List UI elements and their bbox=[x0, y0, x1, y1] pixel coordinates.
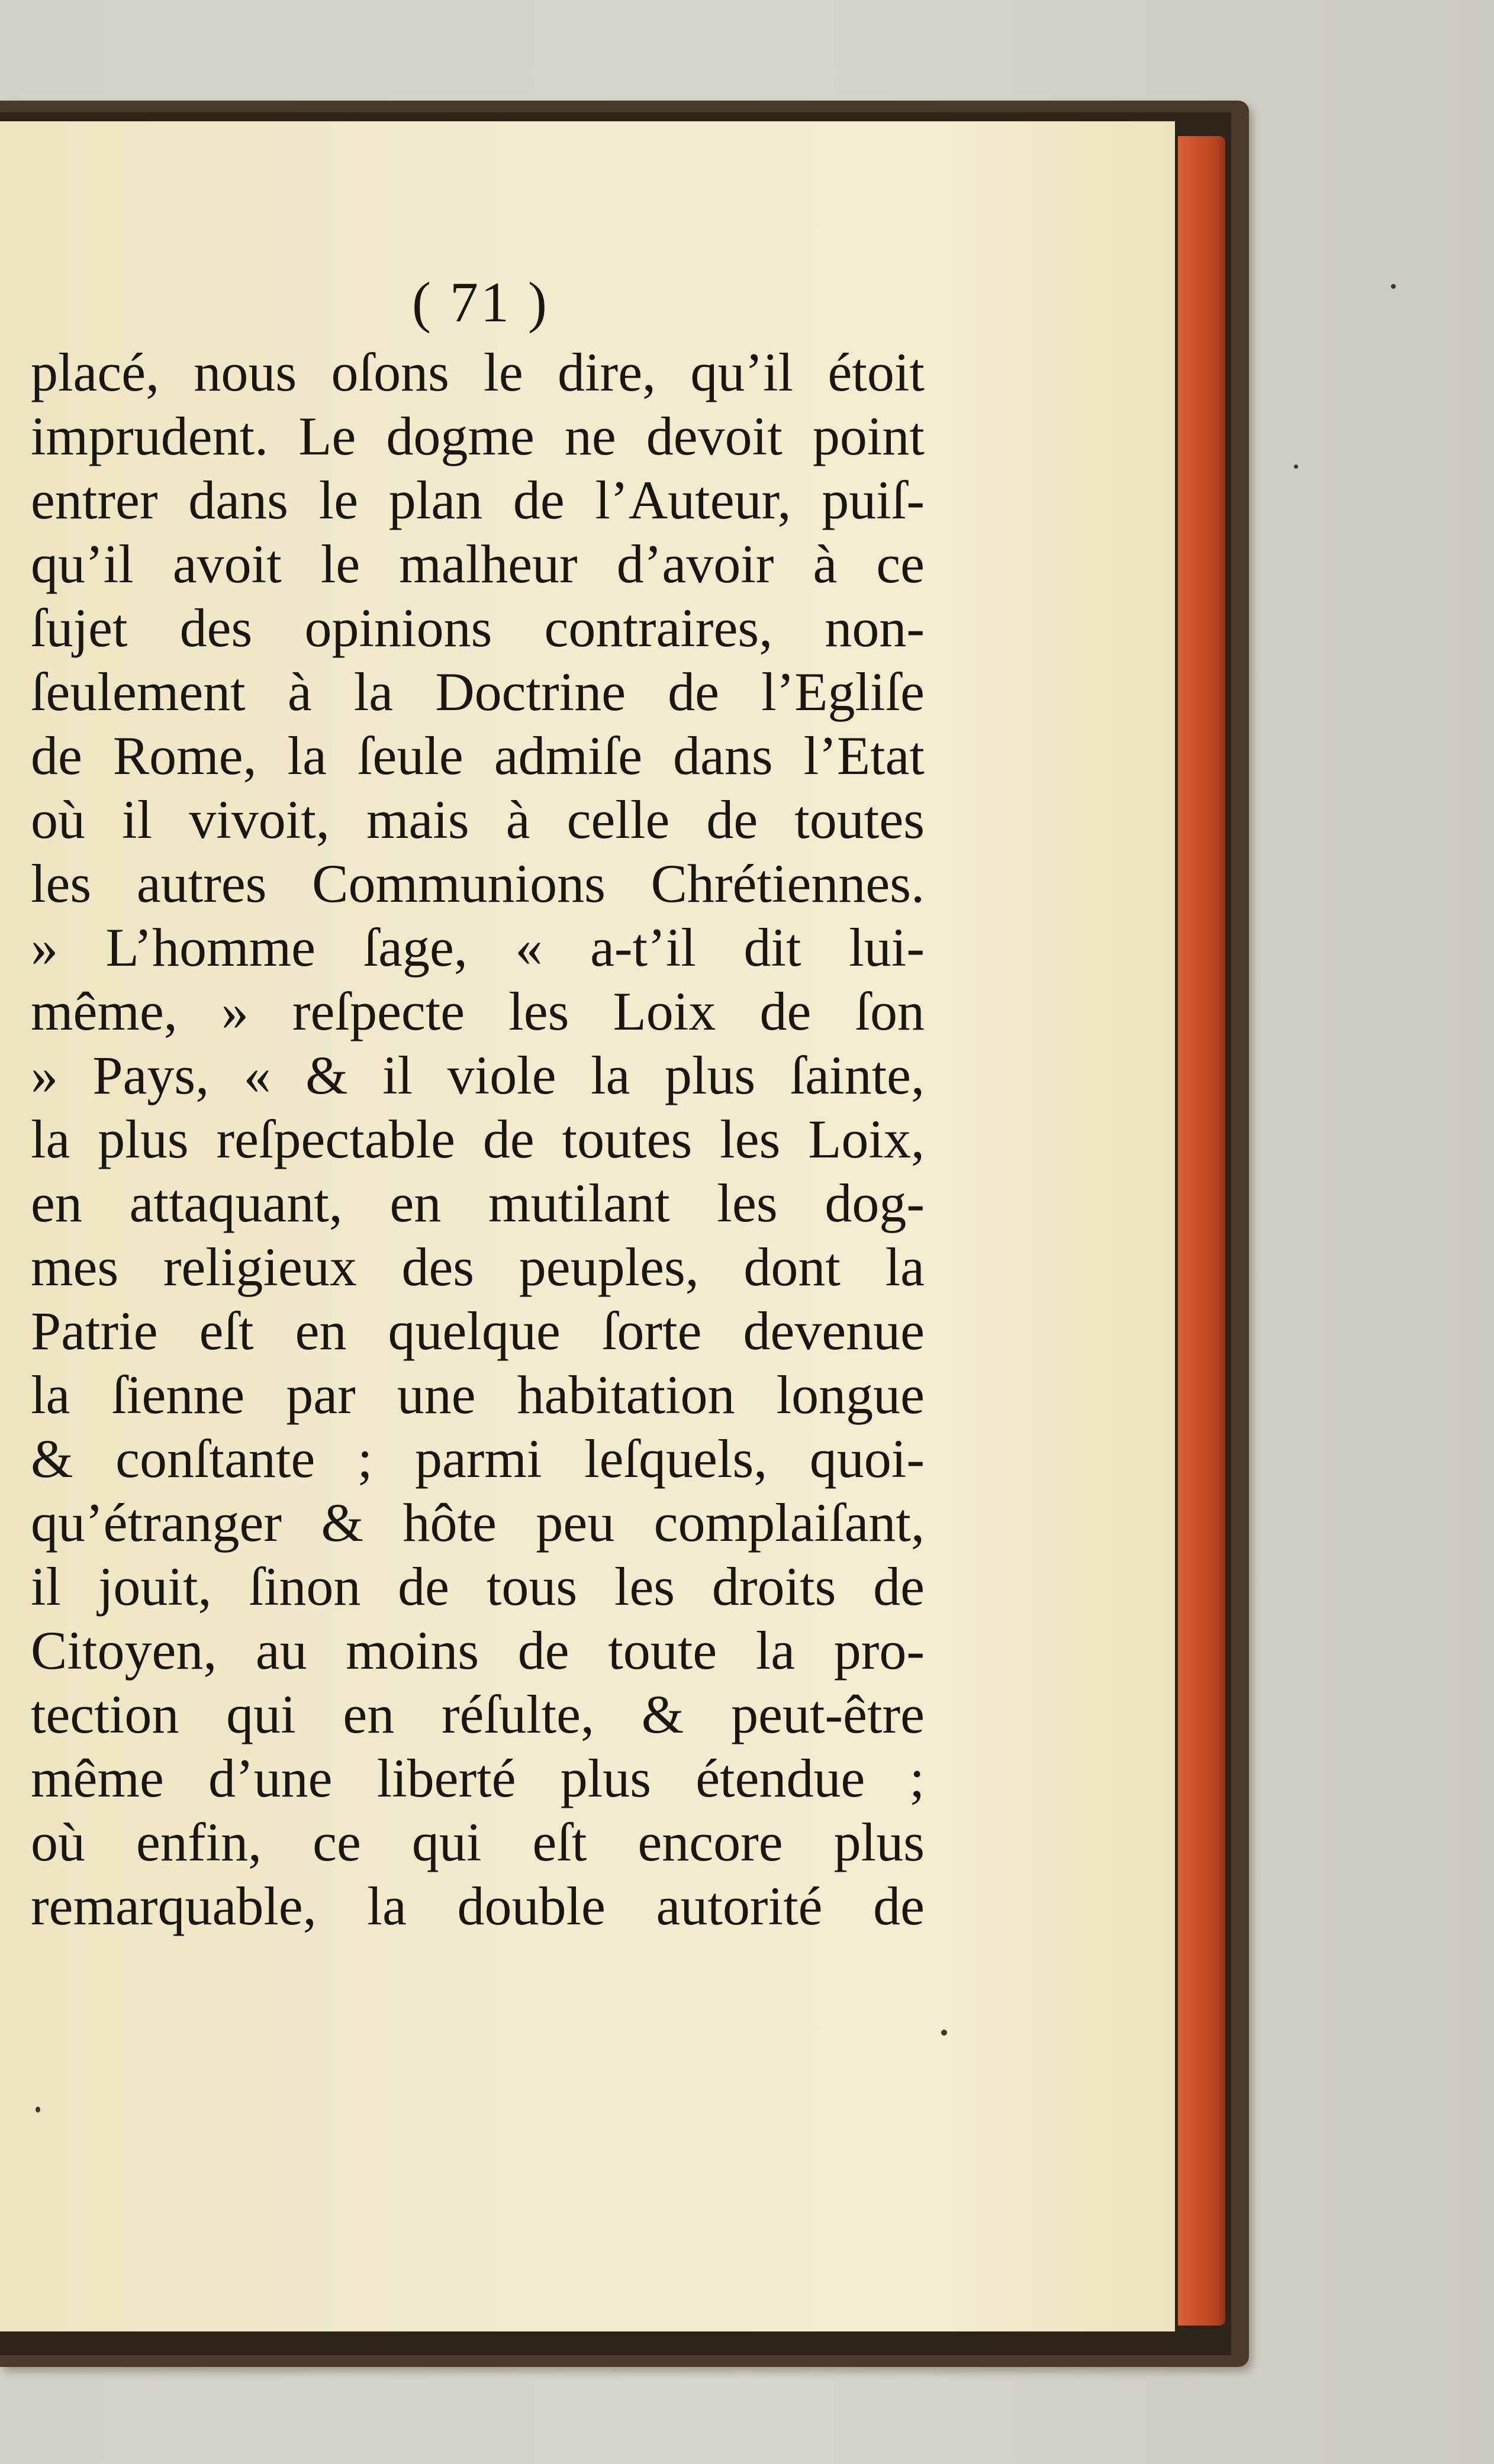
text-line: la ſienne par une habitation longue bbox=[31, 1365, 925, 1425]
dust-speck bbox=[36, 2107, 40, 2113]
text-line: ſeulement à la Doctrine de l’Egliſe bbox=[31, 662, 925, 722]
text-line: de Rome, la ſeule admiſe dans l’Etat bbox=[31, 725, 925, 786]
text-line: entrer dans le plan de l’Auteur, puiſ- bbox=[31, 470, 925, 530]
dust-speck bbox=[941, 2030, 947, 2036]
body-text bbox=[31, 340, 925, 1938]
text-line: la plus reſpectable de toutes les Loix, bbox=[31, 1109, 925, 1169]
text-line: même, » reſpecte les Loix de ſon bbox=[31, 981, 925, 1041]
text-line: tection qui en réſulte, & peut-être bbox=[31, 1684, 925, 1744]
text-line: qu’il avoit le malheur d’avoir à ce bbox=[31, 534, 925, 594]
text-line: » Pays, « & il viole la plus ſainte, bbox=[31, 1045, 925, 1105]
text-line: ſujet des opinions contraires, non- bbox=[31, 598, 925, 658]
dust-speck bbox=[1391, 284, 1396, 289]
text-line: & conſtante ; parmi leſquels, quoi- bbox=[31, 1428, 925, 1489]
page-number: ( 71 ) bbox=[412, 270, 549, 334]
text-line: Patrie eſt en quelque ſorte devenue bbox=[31, 1301, 925, 1361]
text-line: placé, nous oſons le dire, qu’il étoit bbox=[31, 342, 925, 402]
text-line: Citoyen, au moins de toute la pro- bbox=[31, 1620, 925, 1681]
text-line: imprudent. Le dogme ne devoit point bbox=[31, 406, 925, 466]
dust-speck bbox=[1294, 465, 1298, 469]
text-line: les autres Communions Chrétiennes. bbox=[31, 853, 925, 914]
text-line: mes religieux des peuples, dont la bbox=[31, 1237, 925, 1297]
text-line: remarquable, la double autorité de bbox=[31, 1876, 925, 1936]
text-line: il jouit, ſinon de tous les droits de bbox=[31, 1556, 925, 1617]
text-line: où enfin, ce qui eſt encore plus bbox=[31, 1812, 925, 1872]
text-line: qu’étranger & hôte peu complaiſant, bbox=[31, 1492, 925, 1553]
page-fore-edge bbox=[1178, 136, 1225, 2326]
text-line: en attaquant, en mutilant les dog- bbox=[31, 1173, 925, 1233]
text-line: où il vivoit, mais à celle de toutes bbox=[31, 789, 925, 850]
text-line: » L’homme ſage, « a-t’il dit lui- bbox=[31, 917, 925, 978]
text-line: même d’une liberté plus étendue ; bbox=[31, 1748, 925, 1808]
